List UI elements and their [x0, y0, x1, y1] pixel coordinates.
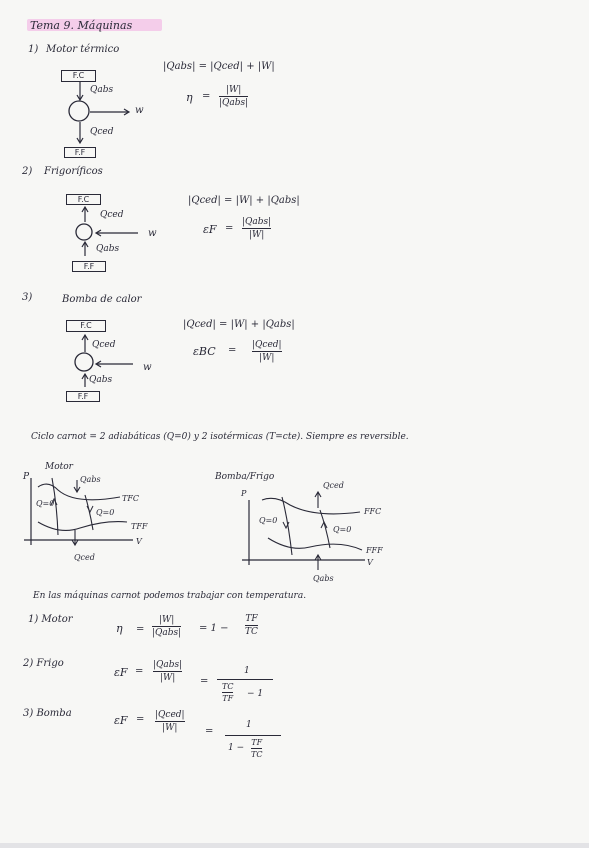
- section-2-number: 2): [22, 166, 33, 177]
- frigo-coef-equals: =: [225, 223, 234, 234]
- carnot-bomba-inner-fraction: [251, 738, 262, 759]
- carnot-motor-fraction-2: [245, 614, 258, 637]
- frigo-qabs-label: Qabs: [96, 244, 120, 254]
- motor-plot-v-axis: V: [136, 537, 142, 546]
- page-title: Tema 9. Máquinas: [30, 19, 133, 32]
- frigo-work-label: w: [148, 228, 157, 239]
- carnot-bomba-label: 3) Bomba: [23, 708, 72, 719]
- motor-plot-qabs: Qabs: [80, 475, 101, 484]
- carnot-frigo-label: 2) Frigo: [23, 658, 64, 669]
- motor-plot-adiabatic-right: Q=0: [96, 508, 115, 517]
- fraction-denominator: TF: [222, 694, 234, 703]
- carnot-motor-label: 1) Motor: [28, 614, 73, 625]
- carnot-motor-fraction-1: [152, 615, 181, 638]
- pump-coef-symbol: εBC: [193, 345, 216, 358]
- section-2-heading: Frigoríficos: [44, 166, 103, 177]
- frigo-hot-source-box: F.C: [66, 194, 101, 205]
- fraction-numerator: TF: [245, 614, 258, 624]
- pump-cold-source-box: F.F: [66, 391, 100, 402]
- fraction-denominator: TC: [245, 627, 258, 637]
- pump-plot-adiabatic-right: Q=0: [333, 525, 352, 534]
- pump-qced-label: Qced: [92, 340, 116, 350]
- fraction-bar: [225, 735, 281, 736]
- pump-coef-equals: =: [228, 345, 237, 356]
- carnot-bomba-fraction-1: [155, 710, 185, 733]
- equals-sign: =: [136, 624, 145, 635]
- carnot-frigo-minus-one: − 1: [247, 689, 264, 699]
- carnot-frigo-lhs: εF: [114, 666, 128, 679]
- equals-sign: =: [135, 666, 144, 677]
- fraction-bar: [217, 679, 273, 680]
- motor-efficiency-symbol: η: [186, 91, 193, 104]
- pump-qabs-label: Qabs: [89, 375, 113, 385]
- section-1-heading: Motor térmico: [46, 44, 120, 55]
- fraction-numerator: TF: [251, 738, 263, 747]
- motor-qced-label: Qced: [90, 127, 114, 137]
- pump-plot-adiabatic-left: Q=0: [259, 516, 278, 525]
- fraction-numerator: |Qced|: [252, 340, 282, 350]
- carnot-bomba-lhs: εF: [114, 714, 128, 727]
- fraction-numerator: TC: [222, 682, 234, 691]
- frigo-qced-label: Qced: [100, 210, 124, 220]
- section-3-number: 3): [22, 292, 33, 303]
- pump-energy-balance: |Qced| = |W| + |Qabs|: [183, 319, 295, 330]
- pump-hot-source-box: F.C: [66, 320, 106, 332]
- fraction-denominator: |W|: [159, 673, 176, 683]
- motor-hot-source-box: F.C: [61, 70, 96, 82]
- pump-plot-p-axis: P: [241, 489, 247, 498]
- carnot-motor-lhs: η: [116, 622, 123, 635]
- motor-plot-title: Motor: [45, 462, 73, 472]
- section-1-number: 1): [28, 44, 39, 55]
- carnot-bomba-one-minus: 1 −: [228, 743, 245, 753]
- fraction-denominator: TC: [251, 750, 263, 759]
- frigo-energy-balance: |Qced| = |W| + |Qabs|: [188, 195, 300, 206]
- motor-qabs-label: Qabs: [90, 85, 114, 95]
- motor-plot-tfc: TFC: [122, 494, 140, 503]
- motor-work-label: w: [135, 105, 144, 116]
- carnot-temperature-note: En las máquinas carnot podemos trabajar con temperatura.: [33, 591, 307, 601]
- motor-energy-balance: |Qabs| = |Qced| + |W|: [163, 61, 275, 72]
- fraction-denominator: |W|: [259, 353, 275, 363]
- fraction-denominator: |W|: [162, 723, 178, 733]
- fraction-numerator: |W|: [225, 85, 242, 95]
- equals-sign: =: [200, 676, 209, 687]
- pump-plot-tfc: FFC: [364, 507, 382, 516]
- carnot-frigo-inner-fraction: [222, 682, 233, 703]
- pump-plot-qabs: Qabs: [313, 574, 334, 583]
- fraction-numerator: |Qabs|: [242, 217, 272, 227]
- equals-sign: =: [205, 726, 214, 737]
- motor-plot-tff: TFF: [131, 522, 148, 531]
- section-3-heading: Bomba de calor: [62, 294, 142, 305]
- motor-plot-p-axis: P: [23, 472, 30, 482]
- pump-work-label: w: [143, 362, 152, 373]
- fraction-numerator: |Qced|: [155, 710, 185, 720]
- pump-plot-tff: FFF: [366, 546, 383, 555]
- equals-sign: =: [136, 714, 145, 725]
- frigo-cold-source-box: F.F: [72, 261, 106, 272]
- fraction-numerator: |W|: [158, 615, 175, 625]
- motor-plot-qced: Qced: [74, 553, 95, 562]
- motor-cold-source-box: F.F: [64, 147, 96, 158]
- carnot-motor-one-minus: = 1 −: [199, 623, 229, 634]
- fraction-denominator: |Qabs|: [152, 628, 182, 638]
- fraction-denominator: |Qabs|: [219, 98, 249, 108]
- carnot-definition: Ciclo carnot = 2 adiabáticas (Q=0) y 2 isotérmicas (T=cte). Siempre es reversible.: [31, 432, 409, 442]
- carnot-frigo-fraction-1: [153, 660, 182, 683]
- pump-plot-title: Bomba/Frigo: [215, 472, 275, 482]
- fraction-numerator: |Qabs|: [153, 660, 183, 670]
- pump-plot-v-axis: V: [367, 558, 373, 567]
- carnot-bomba-numerator: 1: [246, 720, 252, 730]
- pump-plot-qced: Qced: [323, 481, 344, 490]
- carnot-frigo-numerator: 1: [244, 666, 250, 676]
- frigo-coef-symbol: εF: [203, 223, 217, 236]
- fraction-denominator: |W|: [248, 230, 265, 240]
- motor-efficiency-equals: =: [202, 91, 211, 102]
- motor-plot-adiabatic-left: Q=0: [36, 499, 55, 508]
